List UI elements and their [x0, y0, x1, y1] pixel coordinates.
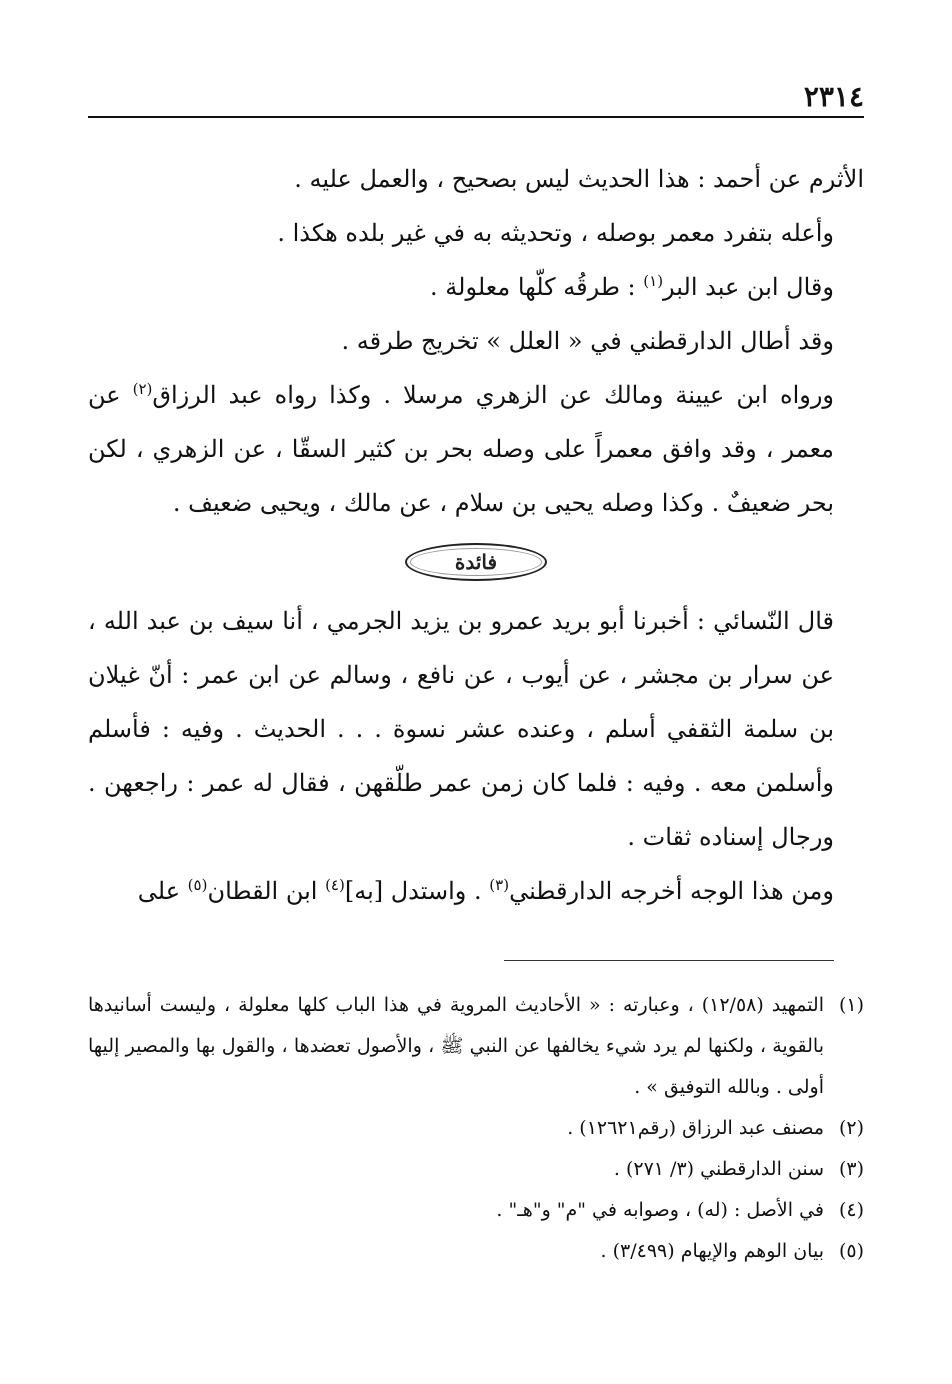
footnote-ref: (٥) [187, 876, 208, 894]
footnote-separator [504, 960, 834, 961]
footnote-ref: (٤) [325, 876, 345, 894]
footnote-ref: (٢) [132, 380, 153, 398]
footnote [88, 1231, 864, 1272]
footnote [88, 1190, 864, 1231]
footnote-number: (١) [838, 994, 864, 1016]
paragraph-text: ورواه ابن عيينة ومالك عن الزهري مرسلا . وكذا رواه عبد الرزاق [152, 381, 835, 409]
main-text [88, 152, 864, 918]
footnote [88, 1108, 864, 1149]
footnote-number: (٤) [838, 1199, 864, 1221]
paragraph [88, 864, 864, 918]
paragraph-text: عن معمر ، وقد وافق معمراً على وصله بحر بن كثير السقّا ، عن الزهري ، لكن بحر ضعيفٌ . وكذا وصله يحيى بن سلام ، عن مالك ، ويحيى ضعيف . [88, 381, 834, 517]
paragraph-text: على [137, 877, 188, 905]
paragraph-text: وقال ابن عبد البر [663, 273, 834, 301]
paragraph-text: ومن هذا الوجه أخرجه الدارقطني [509, 877, 834, 905]
page-number: ٢٣١٤ [803, 80, 864, 113]
footnote-text: مصنف عبد الرزاق (رقم١٢٦٢١) . [567, 1117, 824, 1139]
footnote-ref: (١) [643, 272, 664, 290]
footnotes [88, 985, 864, 1272]
footnote [88, 1149, 864, 1190]
page-header [88, 76, 864, 118]
paragraph-text: : طرقُه كلّها معلولة . [430, 273, 644, 301]
footnote-number: (٢) [838, 1117, 864, 1139]
paragraph: الأثرم عن أحمد : هذا الحديث ليس بصحيح ، والعمل عليه . [294, 165, 864, 193]
footnote-text: بيان الوهم والإيهام (٣/٤٩٩) . [600, 1240, 824, 1262]
paragraph-text: ابن القطان [207, 877, 326, 905]
faida-badge: فائدة [405, 543, 547, 581]
footnote-text: في الأصل : (له) ، وصوابه في "م" و"هـ" . [496, 1199, 824, 1221]
footnote-text: سنن الدارقطني (٣/ ٢٧١) . [613, 1158, 824, 1180]
paragraph [88, 260, 864, 314]
footnote-ref: (٣) [489, 876, 510, 894]
footnote-number: (٣) [838, 1158, 864, 1180]
paragraph: وقد أطال الدارقطني في « العلل » تخريج طرقه . [341, 327, 834, 355]
footnote-number: (٥) [838, 1240, 864, 1262]
footnote-text: التمهيد (١٢/٥٨) ، وعبارته : « الأحاديث المروية في هذا الباب كلها معلولة ، وليست أسانيدها بالقوية ، ولكنها لم يرد شيء يخالفها عن النبي ﷺ ، والأصول تعضدها ، والقول بها والمصير إليها أولى . وبالله التوفيق » . [88, 994, 824, 1098]
section-divider [88, 534, 864, 586]
header-rule [88, 116, 864, 118]
paragraph: وأعله بتفرد معمر بوصله ، وتحديثه به في غير بلده هكذا . [277, 219, 834, 247]
book-page [88, 76, 864, 1326]
footnote [88, 985, 864, 1108]
paragraph: قال النّسائي : أخبرنا أبو بريد عمرو بن يزيد الجرمي ، أنا سيف بن عبد الله ، عن سرار بن مجشر ، عن أيوب ، عن نافع ، وسالم عن ابن عمر : أنّ غيلان بن سلمة الثقفي أسلم ، وعنده عشر نسوة . . . الحديث . وفيه : فأسلم وأسلمن معه . وفيه : فلما كان زمن عمر طلّقهن ، فقال له عمر : راجعهن . ورجال إسناده ثقات . [88, 607, 835, 851]
paragraph-text: . واستدل [به] [344, 877, 490, 905]
paragraph [88, 368, 864, 530]
